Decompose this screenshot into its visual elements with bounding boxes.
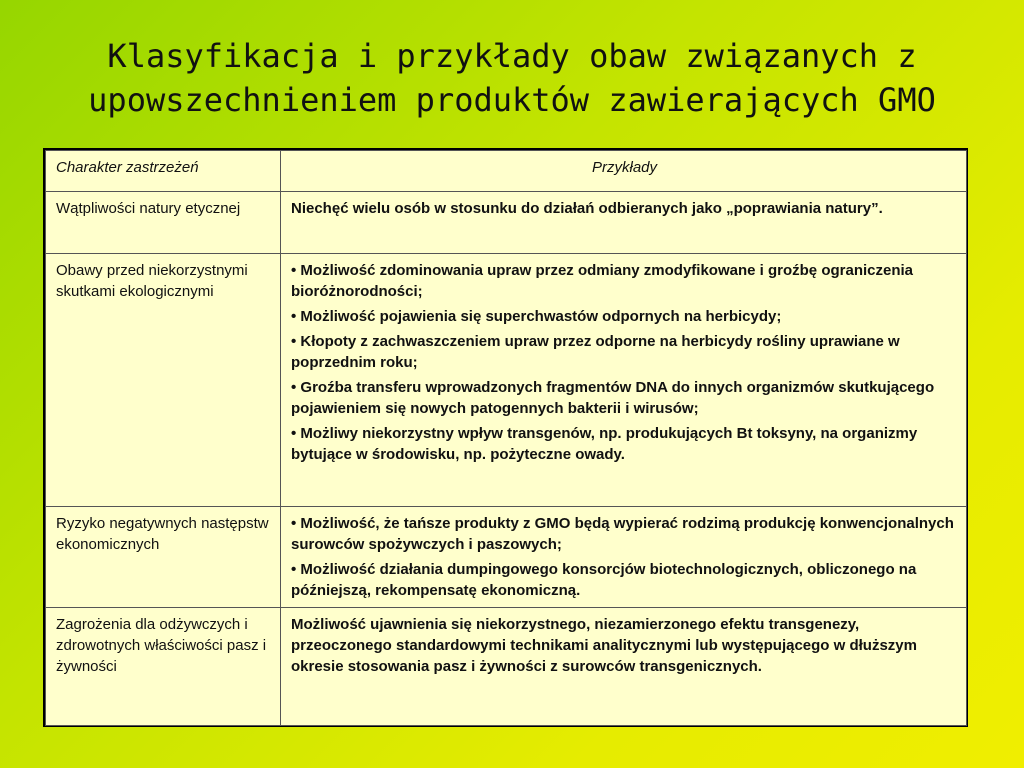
example-item: • Możliwość, że tańsze produkty z GMO będą wypierać rodzimą produkcję konwencjonalnych surowców spożywczych i paszowych;: [291, 515, 954, 553]
concerns-table: [43, 148, 968, 727]
slide-title: Klasyfikacja i przykłady obaw związanych z upowszechnieniem produktów zawierających GMO: [88, 37, 936, 119]
row-category: Ryzyko negatywnych następstw ekonomicznych: [46, 507, 281, 608]
header-examples: Przykłady: [281, 151, 967, 192]
example-item: • Możliwość działania dumpingowego konsorcjów biotechnologicznych, obliczonego na późniejszą, rekompensatę ekonomiczną.: [291, 561, 917, 599]
example-item: Niechęć wielu osób w stosunku do działań odbieranych jako „poprawiania natury”.: [291, 200, 883, 217]
example-item: • Groźba transferu wprowadzonych fragmentów DNA do innych organizmów skutkującego pojawieniem się nowych patogennych bakterii i wirusów;: [291, 379, 935, 417]
table-row: [46, 192, 967, 254]
row-examples: [281, 254, 967, 507]
example-item: • Możliwość pojawienia się superchwastów odpornych na herbicydy;: [291, 308, 782, 325]
table-row: [46, 608, 967, 726]
row-category: Obawy przed niekorzystnymi skutkami ekologicznymi: [46, 254, 281, 507]
table-row: [46, 507, 967, 608]
example-item: • Możliwość zdominowania upraw przez odmiany zmodyfikowane i groźbę ograniczenia bioróżnorodności;: [291, 262, 914, 300]
header-category: Charakter zastrzeżeń: [46, 151, 281, 192]
table-header-row: [46, 151, 967, 192]
row-examples: [281, 192, 967, 254]
table-row: [46, 254, 967, 507]
row-category: Wątpliwości natury etycznej: [46, 192, 281, 254]
row-examples: [281, 507, 967, 608]
example-item: • Możliwy niekorzystny wpływ transgenów, np. produkujących Bt toksyny, na organizmy bytujące w środowisku, np. pożyteczne owady.: [291, 425, 918, 463]
example-item: Możliwość ujawnienia się niekorzystnego, niezamierzonego efektu transgenezy, przeoczonego standardowymi technikami analitycznymi lub występującego w dłuższym okresie stosowania pasz i żywności z surowców transgenicznych.: [291, 616, 917, 675]
example-item: • Kłopoty z zachwaszczeniem upraw przez odporne na herbicydy rośliny uprawiane w poprzednim roku;: [291, 333, 900, 371]
row-category: Zagrożenia dla odżywczych i zdrowotnych właściwości pasz i żywności: [46, 608, 281, 726]
row-examples: [281, 608, 967, 726]
